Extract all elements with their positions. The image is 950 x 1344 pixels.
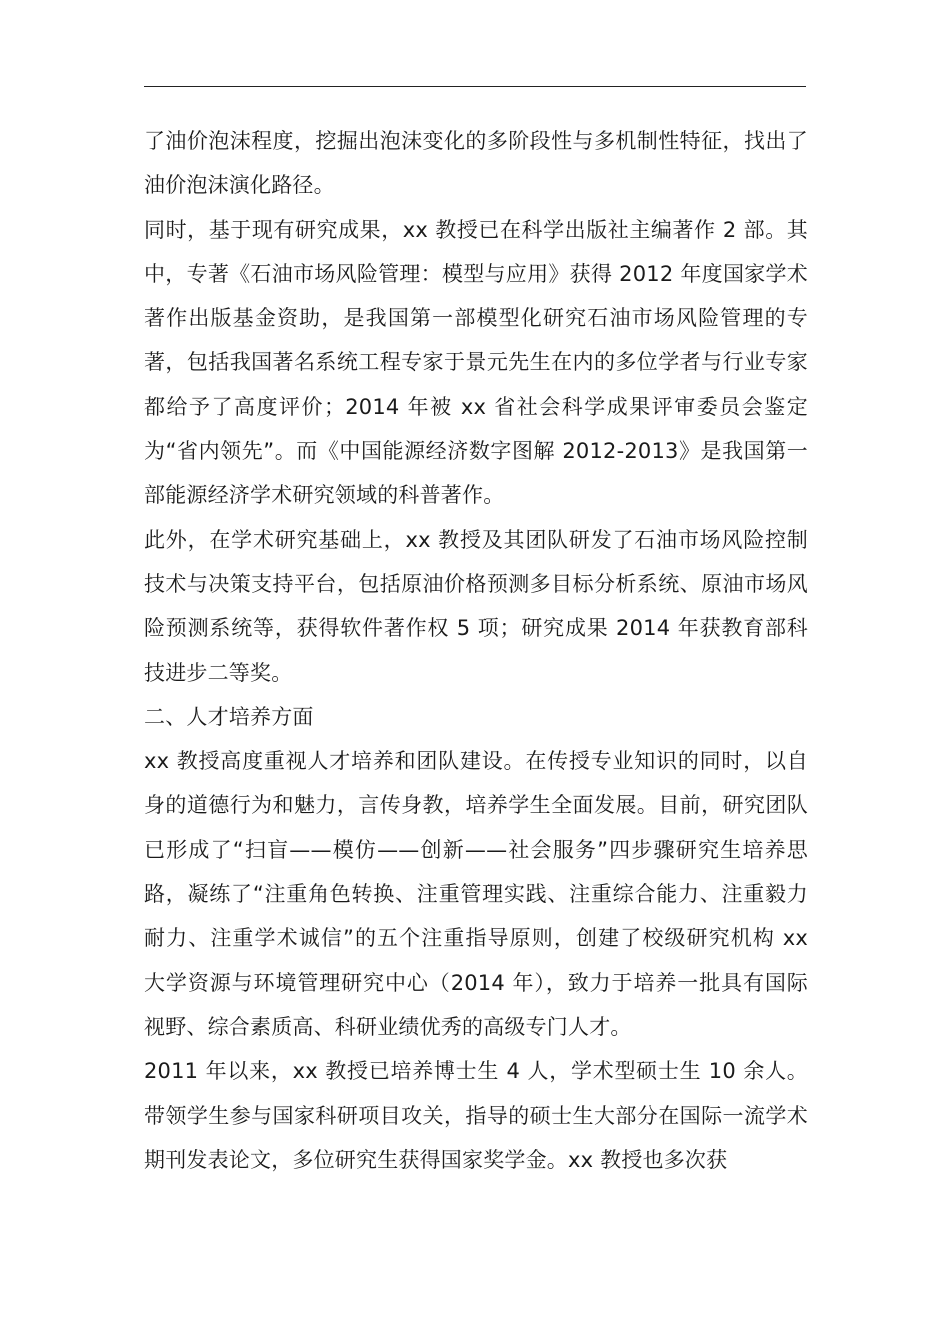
paragraph-talent-training: xx 教授高度重视人才培养和团队建设。在传授专业知识的同时，以自身的道德行为和魅力，言传身教，培养学生全面发展。目前，研究团队已形成了“扫盲——模仿——创新——社会服务”四步骤研究生培养思路，凝练了“注重角色转换、注重管理实践、注重综合能力、注重毅力耐力、注重学术诚信”的五个注重指导原则，创建了校级研究机构 xx 大学资源与环境管理研究中心（2014 年），致力于培养一批具有国际视野、综合素质高、科研业绩优秀的高级专门人才。 bbox=[144, 749, 808, 1039]
section-heading-talent: 二、人才培养方面 bbox=[144, 704, 314, 729]
paragraph-publications: 同时，基于现有研究成果，xx 教授已在科学出版社主编著作 2 部。其中，专著《石油市场风险管理：模型与应用》获得 2012 年度国家学术著作出版基金资助，是我国第一部模型化研究石油市场风险管理的专著，包括我国著名系统工程专家于景元先生在内的多位学者与行业专家都给予了高度评价；2014 年被 xx 省社会科学成果评审委员会鉴定为“省内领先”。而《中国能源经济数字图解 2012-2013》是我国第一部能源经济学术研究领域的科普著作。 bbox=[144, 217, 808, 508]
paragraph-students: 2011 年以来，xx 教授已培养博士生 4 人，学术型硕士生 10 余人。带领学生参与国家科研项目攻关，指导的硕士生大部分在国际一流学术期刊发表论文，多位研究生获得国家奖学金。xx 教授也多次获 bbox=[144, 1059, 808, 1172]
header-rule bbox=[144, 86, 806, 87]
paragraph-oil-bubble: 了油价泡沫程度，挖掘出泡沫变化的多阶段性与多机制性特征，找出了油价泡沫演化路径。 bbox=[144, 129, 808, 198]
paragraph-platform: 此外，在学术研究基础上，xx 教授及其团队研发了石油市场风险控制技术与决策支持平台，包括原油价格预测多目标分析系统、原油市场风险预测系统等，获得软件著作权 5 项；研究成果 2014 年获教育部科技进步二等奖。 bbox=[144, 527, 808, 685]
document-body bbox=[144, 119, 808, 1182]
